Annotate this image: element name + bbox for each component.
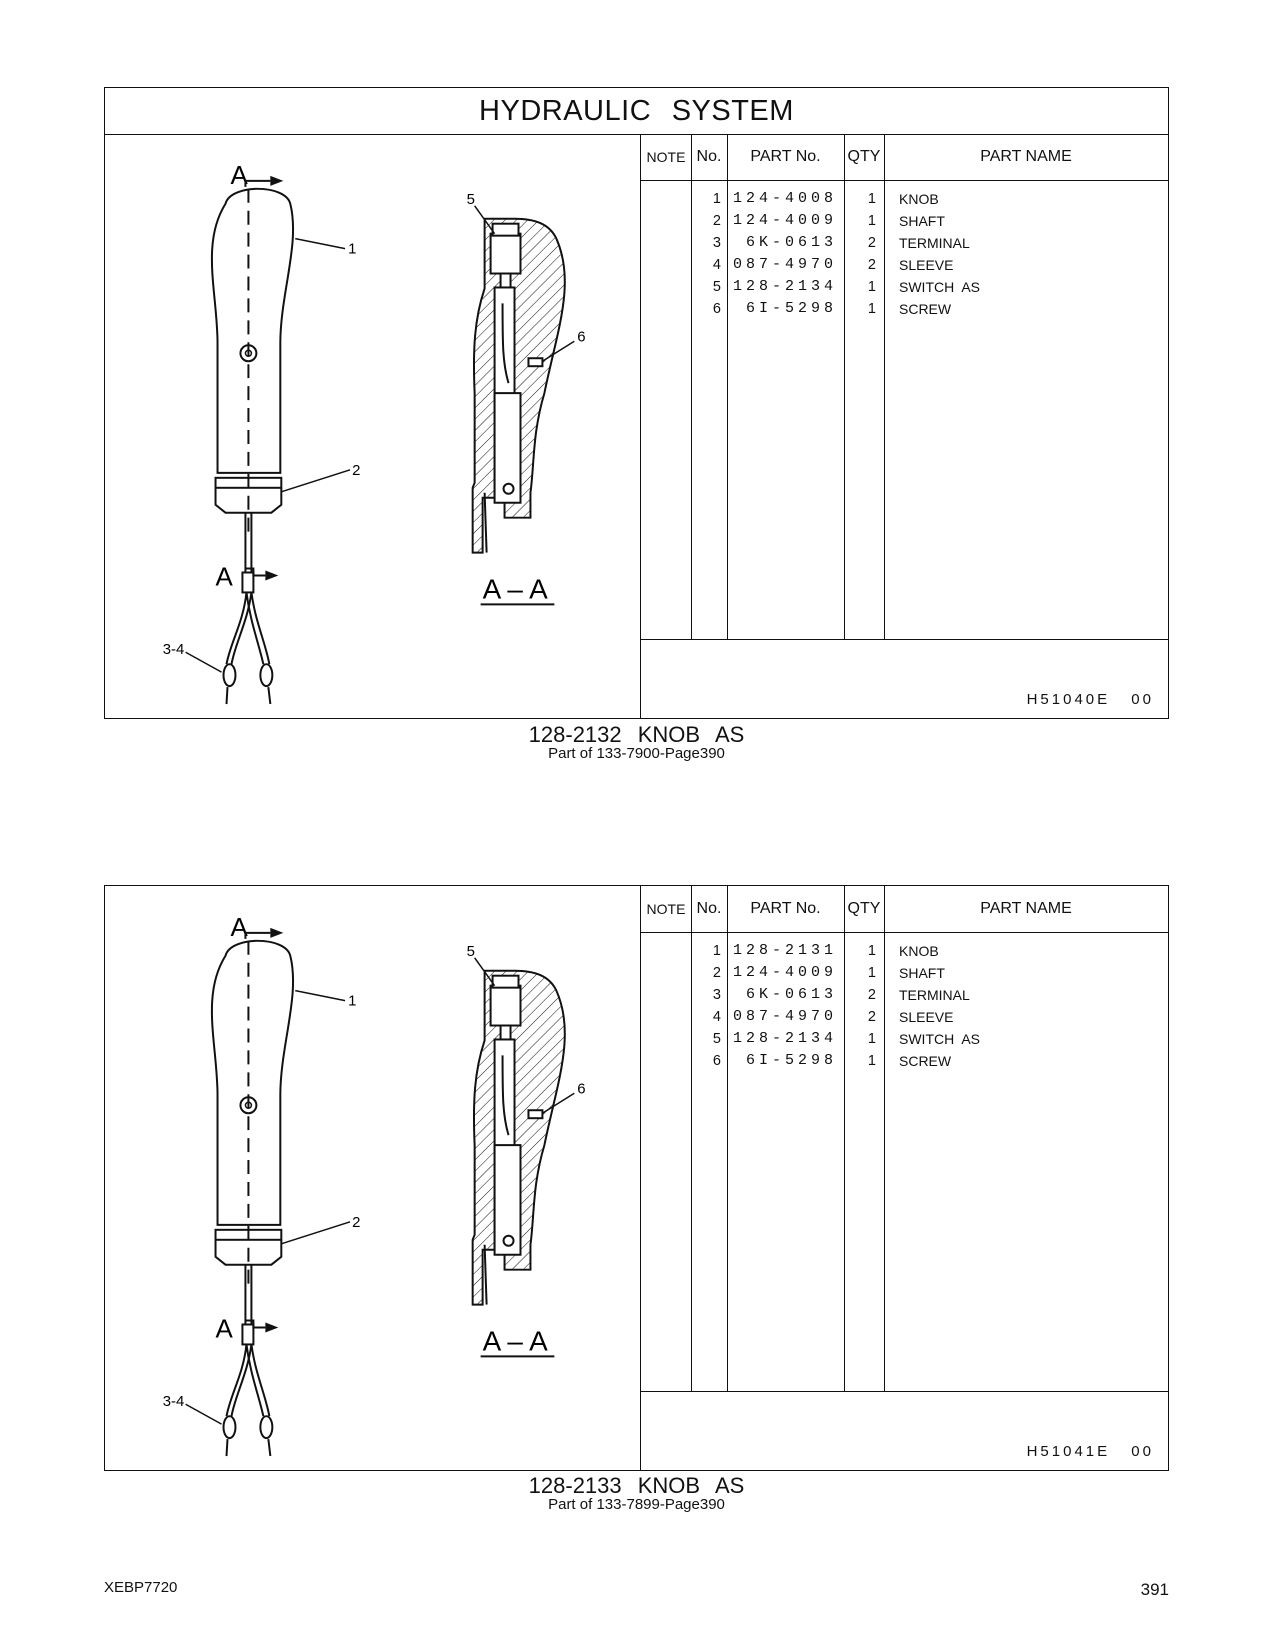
table-row: 5 128-2134 1 SWITCH AS [712,278,981,295]
callout-5: 5 [466,190,475,208]
caption-2 [104,1473,1169,1513]
drawing-code: H51040E 00 [1026,691,1154,708]
table-header [641,134,1168,181]
section-marker-bottom: A [215,563,233,592]
page-number: 391 [1140,1580,1169,1599]
callout-3-4: 3-4 [162,641,185,659]
header-no: No. [696,148,722,165]
header-qty: QTY [847,148,881,165]
header-note: NOTE [646,901,686,917]
table-row: 1 124-4008 1 KNOB [712,190,939,207]
callout-5: 5 [466,942,475,960]
table-header [641,886,1168,933]
table-row: 6 6I-5298 1 SCREW [712,1052,952,1069]
table-row: 2 124-4009 1 SHAFT [712,964,945,981]
header-note: NOTE [646,149,686,165]
header-part-name: PART NAME [980,148,1072,165]
caption-subtitle: Part of 133-7900-Page390 [548,745,725,762]
section-marker-top: A [230,913,248,942]
header-qty: QTY [847,900,881,917]
section-view-label: A – A [482,1325,548,1357]
section-marker-bottom: A [215,1315,233,1344]
table-row: 4 087-4970 2 SLEEVE [712,1008,954,1025]
exploded-drawing [105,134,640,718]
caption-subtitle: Part of 133-7899-Page390 [548,1496,725,1513]
parts-table [640,134,1168,718]
caption-title: 128-2133 KNOB AS [528,1473,745,1498]
parts-table [640,886,1168,1470]
table-row: 3 6K-0613 2 TERMINAL [712,234,970,251]
knob-outline [212,941,293,1225]
callout-3-4: 3-4 [162,1393,185,1411]
parts-panel-1 [104,87,1169,719]
table-row: 6 6I-5298 1 SCREW [712,300,952,317]
drawing-code: H51041E 00 [1026,1443,1154,1460]
callout-1: 1 [348,992,357,1010]
document-code: XEBP7720 [104,1579,178,1596]
caption-1 [104,722,1169,762]
parts-panel-2 [104,885,1169,1471]
table-row: 2 124-4009 1 SHAFT [712,212,945,229]
knob-drawing [105,134,640,718]
table-footer [641,1391,1168,1470]
section-view-label: A – A [482,573,548,605]
section-title: HYDRAULIC SYSTEM [105,88,1168,135]
header-part-no: PART No. [750,148,821,165]
knob-outline [212,189,293,473]
header-part-no: PART No. [750,900,821,917]
parts-rows [641,188,1168,320]
header-no: No. [696,900,722,917]
table-row: 1 128-2131 1 KNOB [712,942,939,959]
callout-1: 1 [348,240,357,258]
table-row: 5 128-2134 1 SWITCH AS [712,1030,981,1047]
callout-6: 6 [577,328,586,346]
header-part-name: PART NAME [980,900,1072,917]
callout-6: 6 [577,1080,586,1098]
table-footer [641,639,1168,718]
callout-2: 2 [352,1213,361,1231]
caption-title: 128-2132 KNOB AS [528,722,745,747]
knob-drawing [105,886,640,1470]
table-row: 4 087-4970 2 SLEEVE [712,256,954,273]
callout-2: 2 [352,461,361,479]
exploded-drawing [105,886,640,1470]
parts-rows [641,940,1168,1072]
table-row: 3 6K-0613 2 TERMINAL [712,986,970,1003]
section-marker-top: A [230,161,248,190]
